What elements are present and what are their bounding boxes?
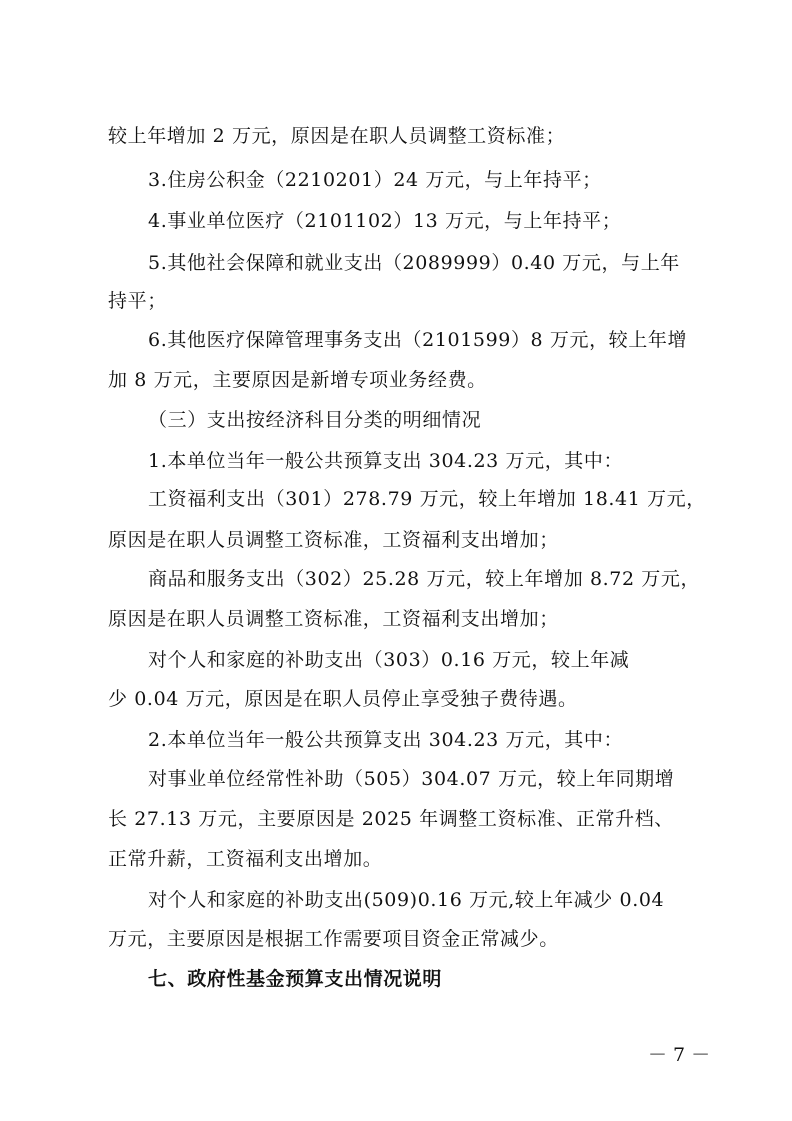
text-line: 原因是在职人员调整工资标准，工资福利支出增加；	[108, 608, 559, 630]
text-line: 对个人和家庭的补助支出（303）0.16 万元，较上年减	[148, 649, 630, 671]
text-line: 对个人和家庭的补助支出(509)0.16 万元,较上年减少 0.04	[148, 889, 665, 911]
section-heading: 七、政府性基金预算支出情况说明	[148, 968, 443, 990]
text-line: 工资福利支出（301）278.79 万元，较上年增加 18.41 万元，	[148, 488, 706, 510]
section-subheading: （三）支出按经济科目分类的明细情况	[148, 409, 482, 431]
text-line: 原因是在职人员调整工资标准，工资福利支出增加；	[108, 529, 559, 551]
text-line: 3.住房公积金（2210201）24 万元，与上年持平；	[148, 169, 602, 191]
text-line: 对事业单位经常性补助（505）304.07 万元，较上年同期增	[148, 768, 675, 790]
text-line: 6.其他医疗保障管理事务支出（2101599）8 万元，较上年增	[148, 329, 688, 351]
text-line: 5.其他社会保障和就业支出（2089999）0.40 万元，与上年	[148, 252, 680, 274]
text-line: 持平；	[108, 290, 167, 312]
text-line: 万元，主要原因是根据工作需要项目资金正常减少。	[108, 928, 559, 950]
text-line: 1.本单位当年一般公共预算支出 304.23 万元，其中：	[148, 450, 624, 472]
text-line: 加 8 万元，主要原因是新增专项业务经费。	[108, 369, 487, 391]
page-number: － 7 －	[648, 1044, 711, 1066]
text-line: 2.本单位当年一般公共预算支出 304.23 万元，其中：	[148, 729, 624, 751]
text-line: 长 27.13 万元，主要原因是 2025 年调整工资标准、正常升档、	[108, 808, 674, 830]
text-line: 较上年增加 2 万元，原因是在职人员调整工资标准；	[108, 125, 566, 147]
text-line: 商品和服务支出（302）25.28 万元，较上年增加 8.72 万元，	[148, 568, 701, 590]
text-line: 4.事业单位医疗（2101102）13 万元，与上年持平；	[148, 210, 622, 232]
text-line: 少 0.04 万元，原因是在职人员停止享受独子费待遇。	[108, 688, 578, 710]
text-line: 正常升薪，工资福利支出增加。	[108, 848, 383, 870]
